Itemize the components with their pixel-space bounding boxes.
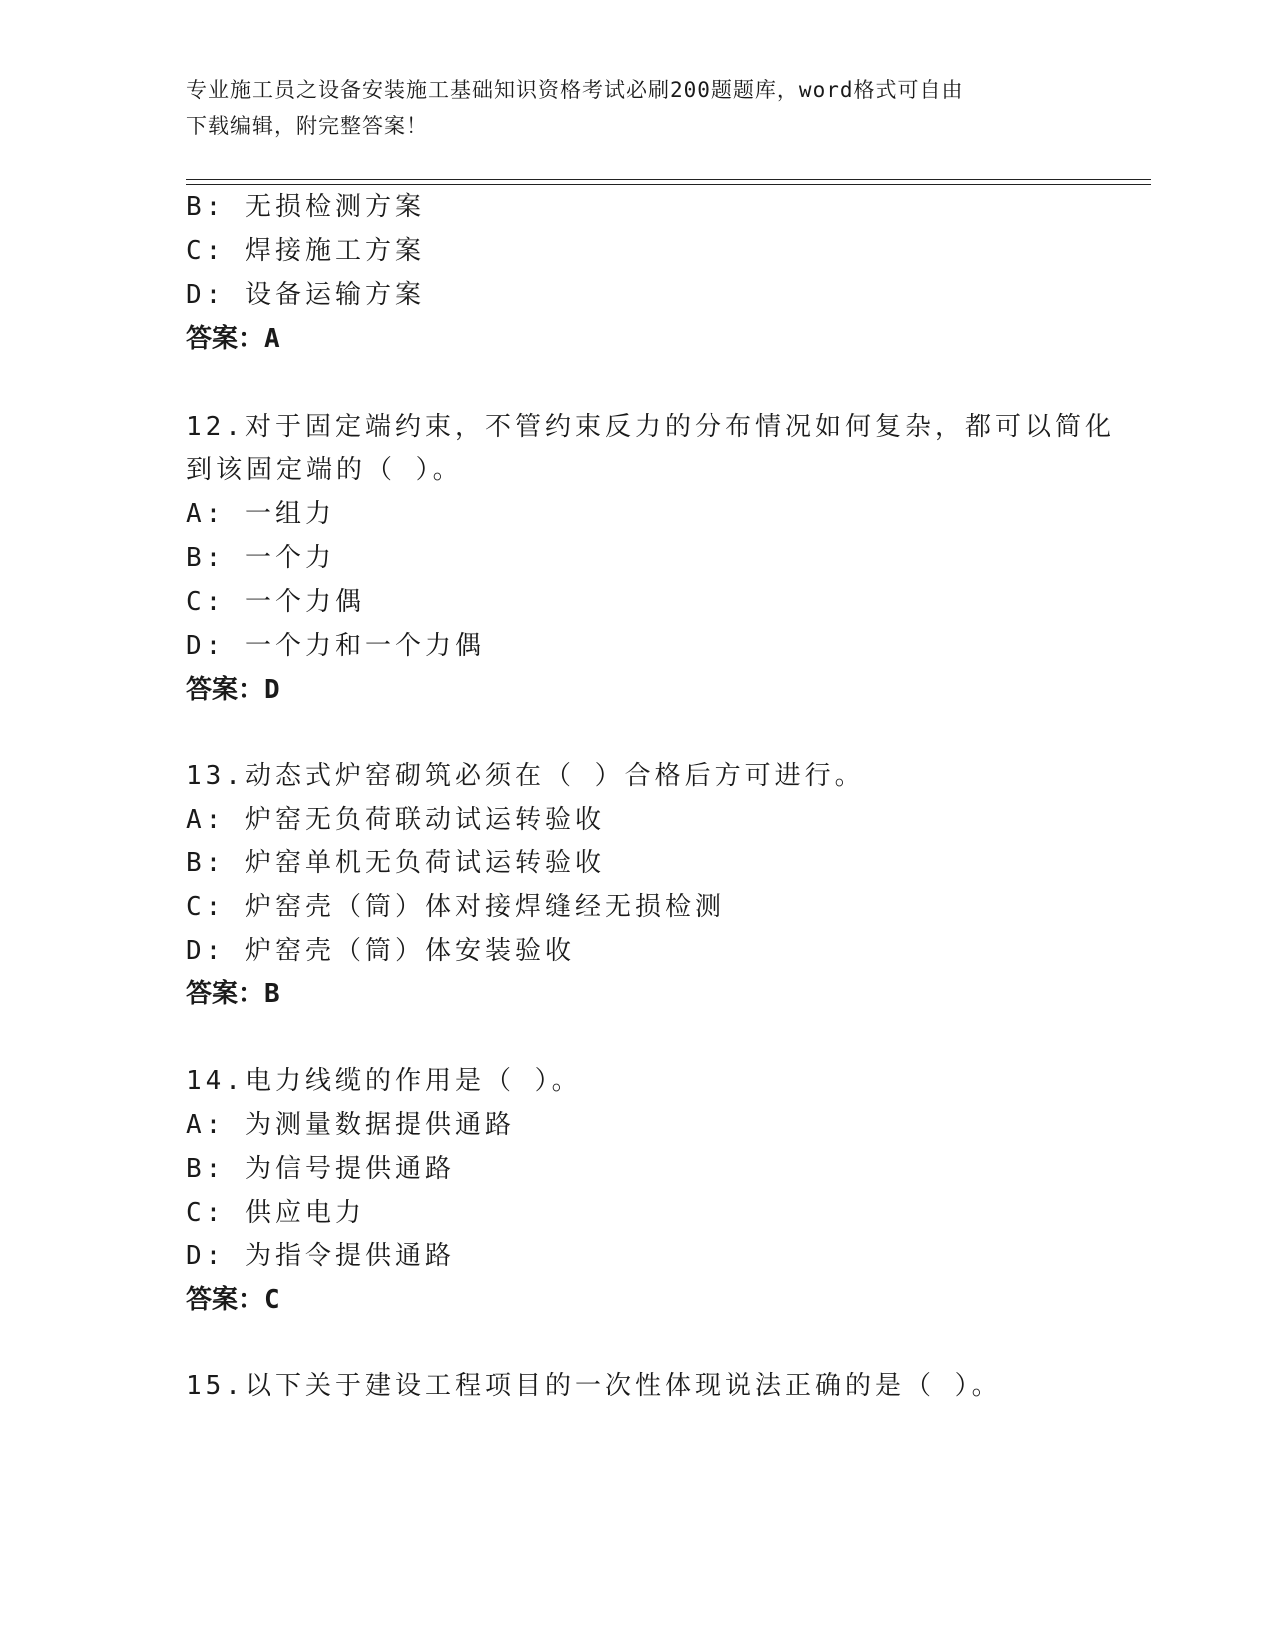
q11-option-c: C: 焊接施工方案 xyxy=(186,236,425,266)
header-line-1: 专业施工员之设备安装施工基础知识资格考试必刷200题题库，word格式可自由 xyxy=(186,78,964,102)
q13-option-b: B: 炉窑单机无负荷试运转验收 xyxy=(186,848,605,878)
q12-stem-line-1: 12.对于固定端约束，不管约束反力的分布情况如何复杂，都可以简化 xyxy=(186,412,1115,442)
document-header xyxy=(186,72,1066,144)
q14-option-a: A: 为测量数据提供通路 xyxy=(186,1110,515,1140)
q12-option-d: D: 一个力和一个力偶 xyxy=(186,631,485,661)
header-line-2: 下载编辑，附完整答案！ xyxy=(186,114,428,138)
q14-answer: 答案：C xyxy=(186,1285,280,1315)
q12-option-b: B: 一个力 xyxy=(186,543,335,573)
q13-option-a: A: 炉窑无负荷联动试运转验收 xyxy=(186,805,605,835)
q11-option-b: B: 无损检测方案 xyxy=(186,192,425,222)
header-divider-top xyxy=(186,179,1151,180)
q13-option-c: C: 炉窑壳（筒）体对接焊缝经无损检测 xyxy=(186,892,725,922)
q14-option-d: D: 为指令提供通路 xyxy=(186,1241,455,1271)
q12-option-c: C: 一个力偶 xyxy=(186,587,365,617)
q12-stem-line-2: 到该固定端的（ ）。 xyxy=(186,455,463,485)
q12-answer: 答案：D xyxy=(186,675,280,705)
q12-option-a: A: 一组力 xyxy=(186,499,335,529)
q15-stem-line-1: 15.以下关于建设工程项目的一次性体现说法正确的是（ ）。 xyxy=(186,1371,1002,1401)
header-divider-bottom xyxy=(186,184,1151,185)
q13-stem-line-1: 13.动态式炉窑砌筑必须在（ ）合格后方可进行。 xyxy=(186,761,865,791)
q14-option-b: B: 为信号提供通路 xyxy=(186,1154,455,1184)
q14-option-c: C: 供应电力 xyxy=(186,1198,365,1228)
q14-stem-line-1: 14.电力线缆的作用是（ ）。 xyxy=(186,1066,582,1096)
q11-option-d: D: 设备运输方案 xyxy=(186,280,425,310)
q13-answer: 答案：B xyxy=(186,979,280,1009)
q11-answer: 答案：A xyxy=(186,324,280,354)
q13-option-d: D: 炉窑壳（筒）体安装验收 xyxy=(186,936,575,966)
